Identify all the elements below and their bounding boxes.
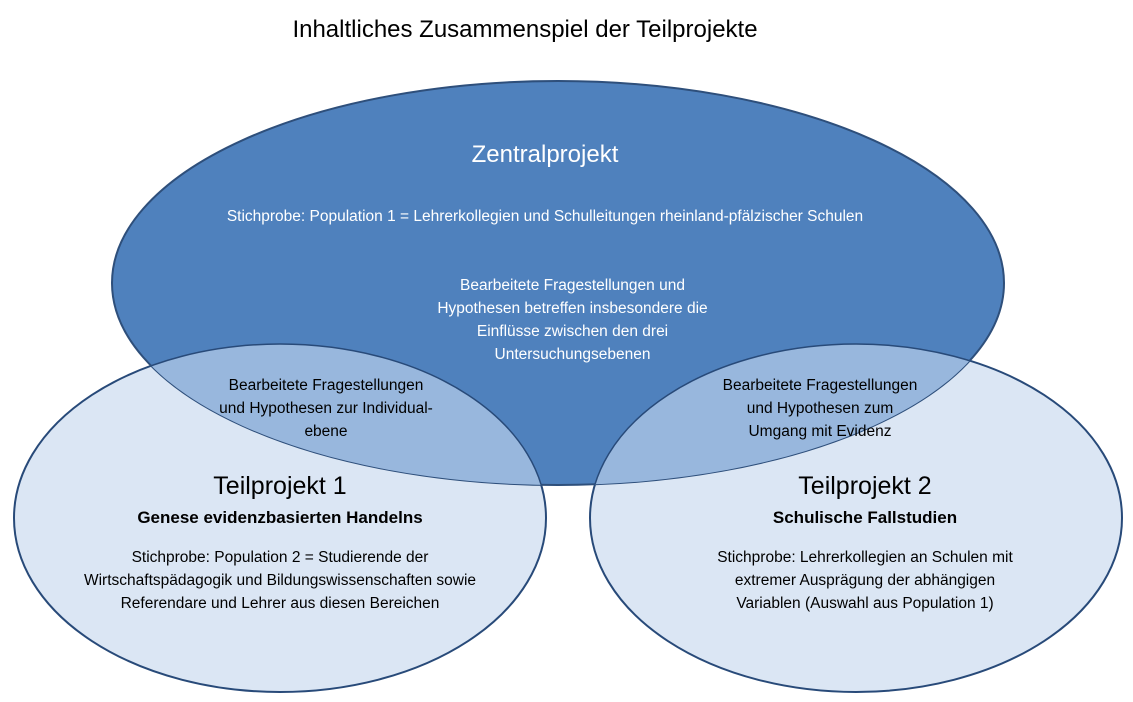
teilprojekt2-sample-line: extremer Ausprägung der abhängigen — [734, 572, 996, 589]
teilprojekt1-subtitle: Genese evidenzbasierten Handelns — [137, 508, 423, 527]
teilprojekt1-sample-line: Stichprobe: Population 2 = Studierende der — [131, 549, 429, 566]
overlap-left-text — [186, 374, 466, 443]
zentralprojekt-questions-line: Einflüsse zwischen den drei — [476, 323, 669, 340]
teilprojekt1-sample — [40, 546, 520, 615]
teilprojekt2-sample — [665, 546, 1065, 615]
overlap-right-line: und Hypothesen zum — [746, 400, 894, 417]
diagram-title: Inhaltliches Zusammenspiel der Teilprojekte — [292, 16, 758, 43]
overlap-left-line: Bearbeitete Fragestellungen — [228, 377, 424, 394]
overlap-right-line: Umgang mit Evidenz — [748, 423, 892, 440]
zentralprojekt-heading: Zentralprojekt — [471, 141, 619, 168]
zentralprojekt-questions-line: Bearbeitete Fragestellungen und — [460, 277, 685, 294]
teilprojekt2-heading: Teilprojekt 2 — [798, 472, 932, 500]
teilprojekt1-sample-line: Wirtschaftspädagogik und Bildungswissenschaften sowie — [83, 572, 477, 589]
teilprojekt2-subtitle: Schulische Fallstudien — [772, 508, 958, 527]
teilprojekt1-sample-line: Referendare und Lehrer aus diesen Bereichen — [120, 595, 440, 612]
teilprojekt2-sample-line: Stichprobe: Lehrerkollegien an Schulen mit — [717, 549, 1013, 566]
teilprojekt1-heading: Teilprojekt 1 — [213, 472, 347, 500]
zentralprojekt-sample: Stichprobe: Population 1 = Lehrerkollegien und Schulleitungen rheinland-pfälzischer Schulen — [226, 208, 864, 225]
overlap-left-line: ebene — [304, 423, 348, 440]
zentralprojekt-questions — [385, 274, 760, 366]
overlap-left-line: und Hypothesen zur Individual- — [219, 400, 433, 417]
zentralprojekt-questions-line: Hypothesen betreffen insbesondere die — [437, 300, 708, 317]
overlap-right-line: Bearbeitete Fragestellungen — [722, 377, 918, 394]
overlap-right-text — [680, 374, 960, 443]
zentralprojekt-questions-line: Untersuchungsebenen — [494, 346, 651, 363]
teilprojekt2-sample-line: Variablen (Auswahl aus Population 1) — [736, 595, 994, 612]
